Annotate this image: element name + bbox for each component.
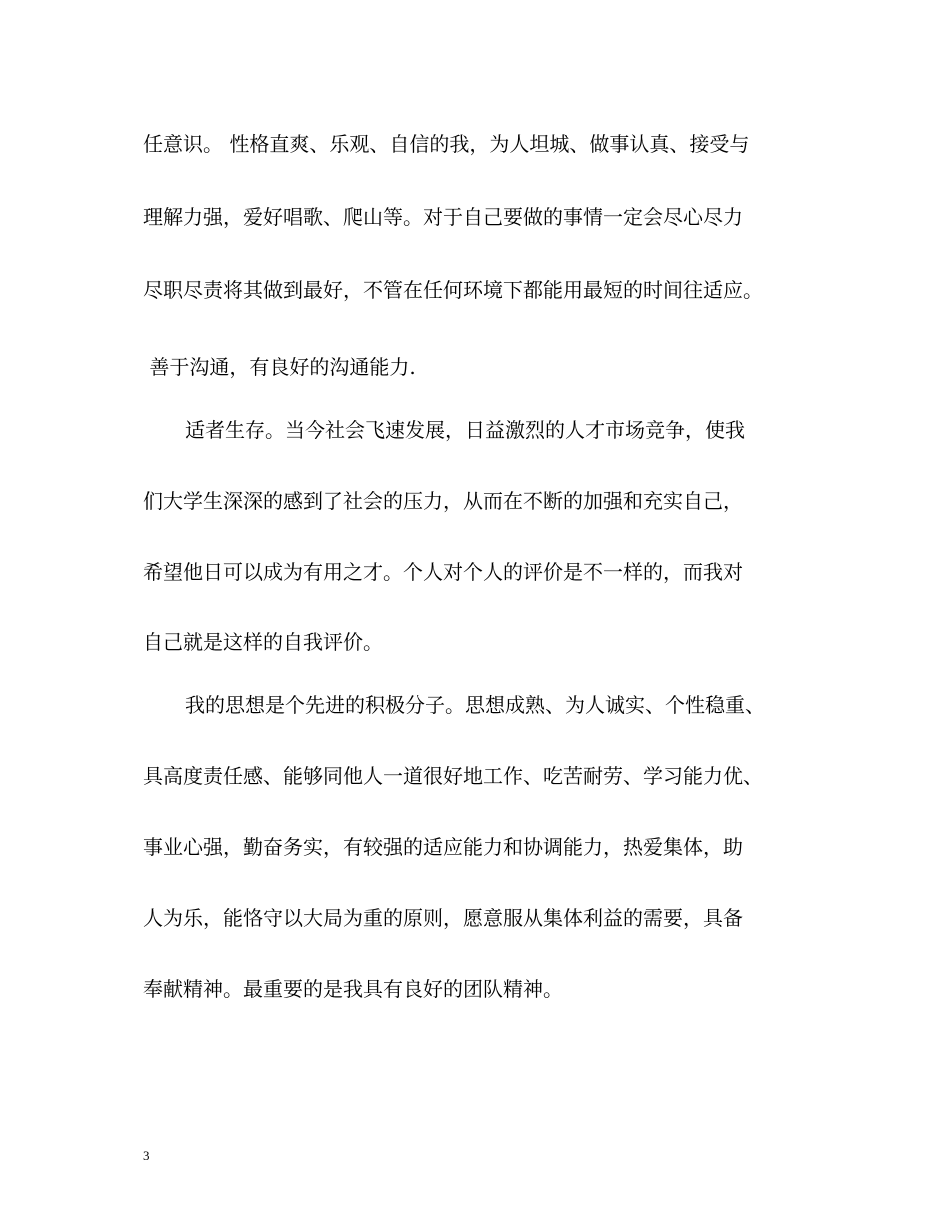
paragraph-3-line-2: 具高度责任感、能够同他人一道很好地工作、吃苦耐劳、学习能力优、 bbox=[143, 764, 763, 788]
page-number: 3 bbox=[143, 1148, 150, 1163]
text-line-2: 理解力强，爱好唱歌、爬山等。对于自己要做的事情一定会尽心尽力 bbox=[143, 205, 743, 229]
paragraph-3-line-5: 奉献精神。最重要的是我具有良好的团队精神。 bbox=[143, 977, 563, 1001]
paragraph-2-line-1: 适者生存。当今社会飞速发展，日益激烈的人才市场竞争，使我 bbox=[185, 418, 745, 442]
paragraph-3-line-4: 人为乐，能恪守以大局为重的原则，愿意服从集体利益的需要，具备 bbox=[143, 906, 743, 930]
paragraph-3-line-3: 事业心强，勤奋务实，有较强的适应能力和协调能力，热爱集体，助 bbox=[143, 835, 743, 859]
text-line-3: 尽职尽责将其做到最好，不管在任何环境下都能用最短的时间往适应。 bbox=[143, 278, 763, 302]
text-line-1: 任意识。 性格直爽、乐观、自信的我，为人坦城、做事认真、接受与 bbox=[143, 132, 750, 156]
text-line-4: 善于沟通，有良好的沟通能力. bbox=[143, 355, 416, 379]
paragraph-3-line-1: 我的思想是个先进的积极分子。思想成熟、为人诚实、个性稳重、 bbox=[185, 693, 765, 717]
paragraph-2-line-2: 们大学生深深的感到了社会的压力，从而在不断的加强和充实自己， bbox=[143, 489, 743, 513]
paragraph-2-line-3: 希望他日可以成为有用之才。个人对个人的评价是不一样的，而我对 bbox=[143, 560, 743, 584]
paragraph-2-line-4: 自己就是这样的自我评价。 bbox=[143, 630, 383, 654]
